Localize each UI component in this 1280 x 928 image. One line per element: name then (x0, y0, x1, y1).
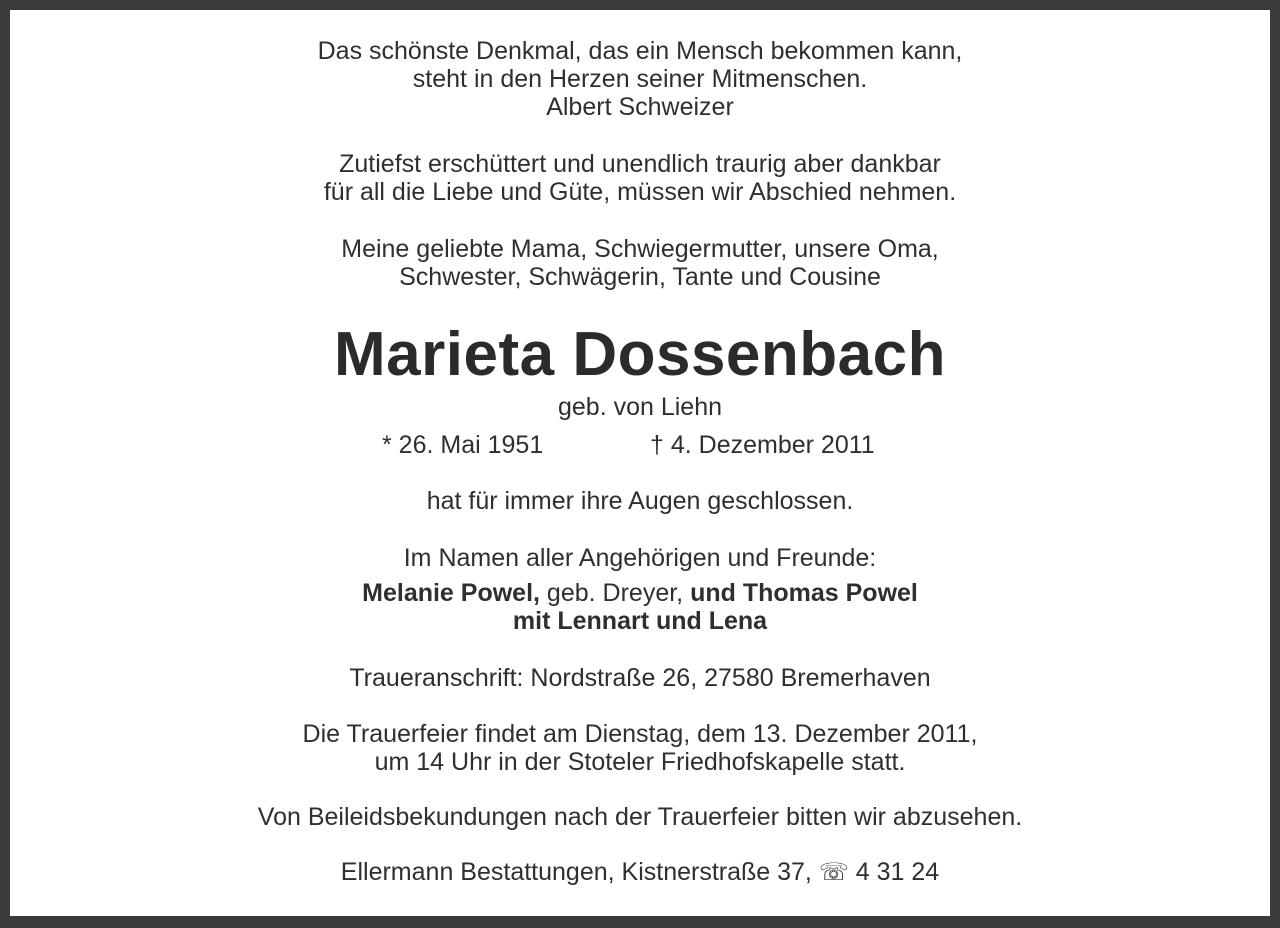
intro-line-1: Zutiefst erschüttert und unendlich traurig aber dankbar (339, 150, 941, 178)
family-line-2: mit Lennart und Lena (512, 607, 768, 635)
family-name-1: Melanie Powel, (362, 579, 540, 607)
family-header: Im Namen aller Angehörigen und Freunde: (403, 544, 877, 572)
intro-line-2: für all die Liebe und Güte, müssen wir Abschied nehmen. (323, 178, 957, 206)
condolence-note: Von Beileidsbekundungen nach der Trauerfeier bitten wir abzusehen. (257, 803, 1023, 831)
quote-author: Albert Schweizer (546, 93, 734, 121)
undertaker-line (10, 858, 1270, 886)
obituary-notice (10, 10, 1270, 916)
family-line-1 (10, 579, 1270, 607)
phone-icon: ☏ (818, 858, 849, 886)
service-line-1: Die Trauerfeier findet am Dienstag, dem 13. Dezember 2011, (302, 720, 978, 748)
birth-date: * 26. Mai 1951 (382, 431, 544, 459)
undertaker-text: Ellermann Bestattungen, Kistnerstraße 37, (340, 858, 819, 886)
family-name-1-maiden: geb. Dreyer, (539, 579, 691, 607)
death-date: † 4. Dezember 2011 (650, 431, 875, 459)
undertaker-phone: 4 31 24 (848, 858, 940, 886)
relation-line-2: Schwester, Schwägerin, Tante und Cousine (399, 263, 881, 291)
service-line-2: um 14 Uhr in der Stoteler Friedhofskapelle statt. (374, 748, 906, 776)
quote-line-2: steht in den Herzen seiner Mitmenschen. (412, 65, 868, 93)
mourning-address: Traueranschrift: Nordstraße 26, 27580 Bremerhaven (349, 664, 931, 692)
closing-line: hat für immer ihre Augen geschlossen. (426, 487, 854, 515)
relation-line-1: Meine geliebte Mama, Schwiegermutter, unsere Oma, (341, 235, 939, 263)
maiden-name: geb. von Liehn (557, 393, 723, 421)
deceased-name: Marieta Dossenbach (334, 320, 946, 389)
quote-line-1: Das schönste Denkmal, das ein Mensch bekommen kann, (317, 37, 963, 65)
family-name-2: und Thomas Powel (690, 579, 918, 607)
